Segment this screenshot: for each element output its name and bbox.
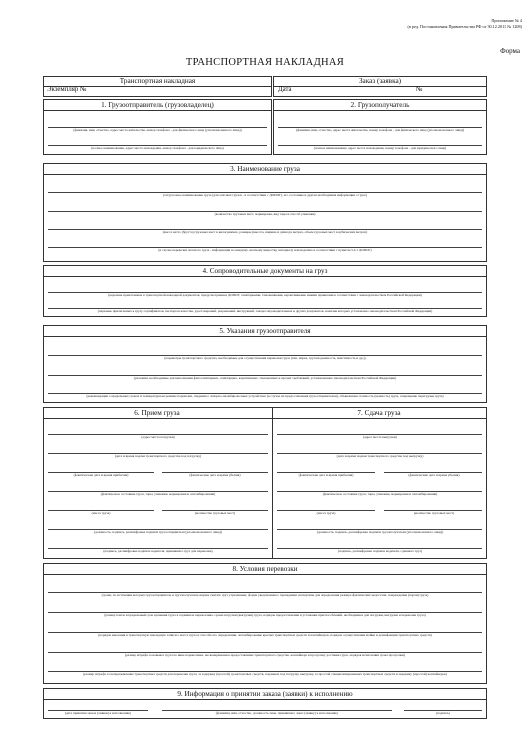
section-cargo xyxy=(43,163,487,262)
waybill-header-box xyxy=(43,76,272,97)
delivery-caption-address: (адрес места выгрузки) xyxy=(363,435,397,439)
section-order-acceptance xyxy=(43,688,487,719)
acceptance-caption-mass: (масса груза) xyxy=(91,511,111,515)
conditions-caption-mass-record: (порядок внесения в транспортную накладную записи о массе груза и способе его определения, опломбирование крытых транспортных средств и контейнеров, порядок осуществления мойки и дезинфекции транспортных средств) xyxy=(98,633,432,637)
conditions-caption-terms: (сроки, по истечении которых грузоотправитель и грузополучатель вправе считать груз утраченным, форма уведомления о проведении экспертизы для определения размера фактических недостачи, повреждения (порчи) груза) xyxy=(101,593,429,597)
section-conditions xyxy=(43,563,487,684)
shipper-caption-person: (фамилия, имя, отчество, адрес места жительства, номер телефона - для физического лица (уполномоченного лица)) xyxy=(73,128,242,132)
delivery-caption-places: (количество грузовых мест) xyxy=(413,511,455,515)
consignee-caption-person: (фамилия, имя, отчество, адрес места жительства, номер телефона - для физического лица (уполномоченного лица)) xyxy=(295,128,465,132)
delivery-caption-mass: (масса груза) xyxy=(316,511,336,515)
cargo-caption-dangerous: (в случае перевозки опасного груза - информация по каждому опасному веществу, материалу или изделию в соответствии с пунктом 5.4.1 ДОПОГ) xyxy=(158,248,372,252)
conditions-caption-penalty-idle: (размер штрафа за непредъявление транспортных средств для перевозки груза, за задержку (простой) транспортных средств, поданных под погрузку, выгрузку, за простой специализированных транспортных средств и задержку (простой) контейнеров) xyxy=(83,672,447,676)
section-3-title: 3. Наименование груза xyxy=(230,165,300,173)
cargo-caption-mass: (масса нетто (брутто) грузовых мест в килограммах, размеры (высота, ширина и длина) в метрах, объем грузовых мест в кубических метрах) xyxy=(162,230,368,234)
conditions-caption-penalty-delay: (размер штрафа за невывоз груза по вине перевозчика, несвоевременное предоставление транспортного средства, контейнера и просрочку доставки груза, порядок исчисления срока просрочки) xyxy=(124,653,406,657)
section-9-title: 9. Информация о принятии заказа (заявки) к исполнению xyxy=(177,690,353,698)
acceptance-caption-driver: (подпись, расшифровка подписи водителя, принявшего груз для перевозки) xyxy=(103,549,213,553)
acceptance-caption-state: (фактическое состояние груза, тары, упаковки, маркировки и опломбирования) xyxy=(100,492,216,496)
copy-number-label: Экземпляр № xyxy=(47,86,87,93)
documents-caption-list: (перечень прилагаемых к транспортной накладной документов, предусмотренных ДОПОГ, санитарными, таможенными, карантинными, иными правилами в соответствии с законодательством Российской Федерации) xyxy=(108,293,422,297)
section-instructions xyxy=(43,325,487,403)
document-title: ТРАНСПОРТНАЯ НАКЛАДНАЯ xyxy=(185,57,345,68)
acceptance-caption-departure: (фактические дата и время убытия) xyxy=(189,473,241,477)
delivery-caption-driver: (подпись, расшифровка подписи водителя, сдавшего груз) xyxy=(338,549,422,553)
order-accept-caption-signature: (подпись) xyxy=(435,711,451,715)
section-7-title: 7. Сдача груза xyxy=(357,409,401,417)
shipper-caption-company: (полное наименование, адрес места нахождения, номер телефона - для юридического лица) xyxy=(91,146,224,150)
cargo-caption-places: (количество грузовых мест, маркировка, вид тары и способ упаковки) xyxy=(214,212,316,216)
order-date-label: Дата xyxy=(278,86,292,93)
consignee-caption-company: (полное наименование, адрес места нахождения, номер телефона - для юридического лица) xyxy=(313,146,447,150)
conditions-caption-storage: (размер платы и предельный срок хранения груза в терминале перевозчика, сроки погрузки (выгрузки) груза, порядок предоставления и установки приспособлений, необходимых для погрузки, выгрузки и перевозки груза) xyxy=(104,613,426,617)
acceptance-caption-signature: (должность, подпись, расшифровка подписи грузоотправителя (уполномоченного лица)) xyxy=(93,530,223,534)
section-documents xyxy=(43,265,487,317)
section-4-title: 4. Сопроводительные документы на груз xyxy=(202,267,328,275)
section-8-title: 8. Условия перевозки xyxy=(232,565,298,573)
instructions-caption-vehicle: (параметры транспортного средства, необходимые для осуществления перевозки груза (тип, марка, грузоподъемность, вместимость и др.)) xyxy=(164,356,366,360)
order-number-label: № xyxy=(416,86,423,93)
section-shipper xyxy=(43,99,272,155)
section-5-title: 5. Указания грузоотправителя xyxy=(219,327,311,335)
section-acceptance-delivery xyxy=(43,407,487,559)
order-title: Заказ (заявка) xyxy=(358,77,402,85)
delivery-caption-datetime: (дата и время подачи транспортного средства под выгрузку) xyxy=(336,454,424,458)
order-accept-caption-date: (дата принятия заказа (заявки) к исполнению) xyxy=(64,711,132,715)
delivery-caption-state: (фактическое состояние груза, тары, упаковки, маркировки и опломбирования) xyxy=(322,492,438,496)
form-label: Форма xyxy=(500,47,520,55)
waybill-title: Транспортная накладная xyxy=(119,77,196,85)
acceptance-caption-address: (адрес места погрузки) xyxy=(141,435,175,439)
delivery-caption-departure: (фактические дата и время убытия) xyxy=(408,473,460,477)
section-2-title: 2. Грузополучатель xyxy=(350,101,410,109)
order-accept-caption-person: (фамилия, имя, отчество, должность лица, принявшего заказ (заявку) к исполнению) xyxy=(215,711,339,715)
delivery-caption-arrival: (фактические дата и время прибытия) xyxy=(298,473,354,477)
edition-note: (в ред. Постановления Правительства РФ от 30.12.2011 № 1208) xyxy=(407,24,522,29)
delivery-caption-signature: (должность, подпись, расшифровка подписи грузополучателя (уполномоченного лица)) xyxy=(316,530,444,534)
section-6-title: 6. Прием груза xyxy=(134,409,180,417)
acceptance-caption-places: (количество грузовых мест) xyxy=(194,511,236,515)
appendix-note: Приложение № 4 xyxy=(491,18,522,23)
section-1-title: 1. Грузоотправитель (грузовладелец) xyxy=(101,101,214,109)
section-consignee xyxy=(273,99,487,155)
order-header-box xyxy=(273,76,487,97)
instructions-caption-recommendations: (рекомендации о предельных сроках и температурном режиме перевозки, сведения о запорно-пломбировочных устройствах (в случае их предоставления грузоотправителем), объявленная стоимость (ценность) груза, запрещение перегрузки груза) xyxy=(86,394,444,398)
acceptance-caption-arrival: (фактические дата и время прибытия) xyxy=(73,473,129,477)
documents-caption-certificates: (перечень прилагаемых к грузу сертификатов, паспортов качества, удостоверений, разрешений, инструкций, товаросопроводительных и других документов, наличие которых установлено законодательством Российской Федерации) xyxy=(97,309,433,313)
acceptance-caption-datetime: (дата и время подачи транспортного средства под погрузку) xyxy=(114,454,202,458)
instructions-caption-requirements: (указания, необходимые для выполнения фитосанитарных, санитарных, карантинных, таможенных и прочих требований, установленных законодательством Российской Федерации) xyxy=(133,376,397,380)
cargo-caption-name: (отгрузочное наименование груза (для опасных грузов - в соответствии с ДОПОГ), его состояние и другая необходимая информация о грузе) xyxy=(162,193,368,197)
